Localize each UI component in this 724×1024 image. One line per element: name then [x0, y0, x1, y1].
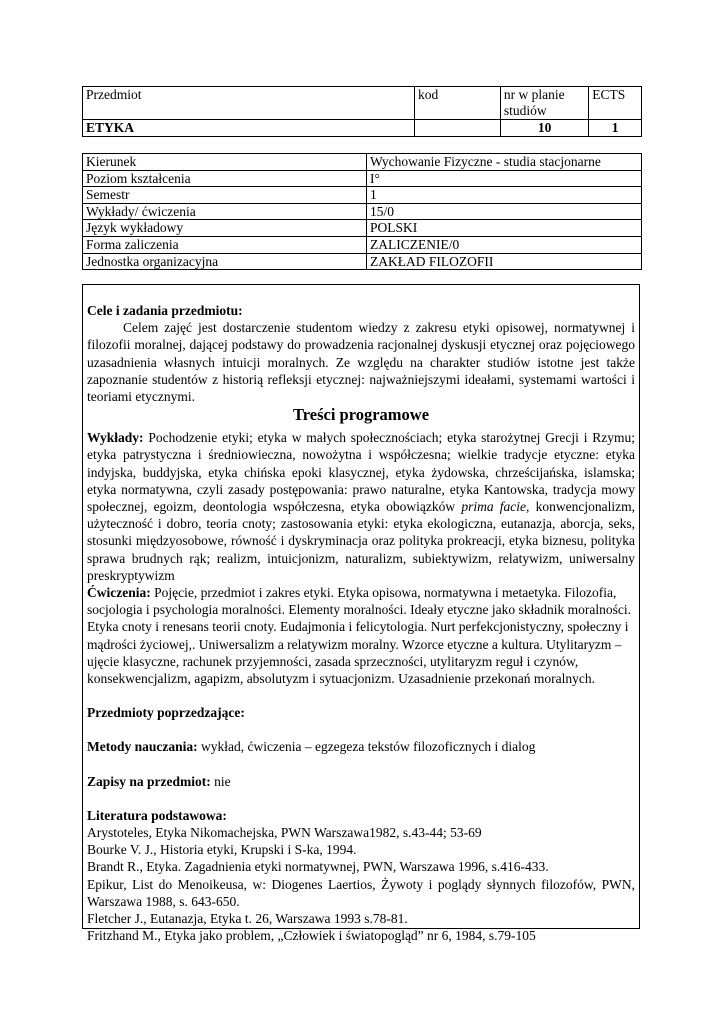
lectures-paragraph	[87, 429, 635, 584]
exercises-paragraph	[87, 584, 635, 687]
course-info-table	[82, 153, 642, 270]
info-label: Forma zaliczenia	[83, 236, 367, 253]
info-row	[83, 220, 642, 237]
plan-number-header-line1: nr w planie	[503, 87, 565, 102]
literature-heading: Literatura podstawowa:	[87, 807, 227, 823]
literature-item: Fletcher J., Eutanazja, Etyka t. 26, Warszawa 1993 s.78-81.	[87, 911, 408, 927]
literature-item: Brandt R., Etyka. Zagadnienia etyki normatywnej, PWN, Warszawa 1996, s.416-433.	[87, 859, 549, 875]
prerequisites-label: Przedmioty poprzedzające:	[87, 705, 245, 721]
info-value: POLSKI	[367, 220, 642, 237]
info-row	[83, 253, 642, 270]
literature-item: Arystoteles, Etyka Nikomachejska, PWN Warszawa1982, s.43-44; 53-69	[87, 825, 482, 841]
methods-paragraph	[87, 738, 635, 755]
exercises-text: Pojęcie, przedmiot i zakres etyki. Etyka opisowa, normatywna i metaetyka. Filozofia, socjologia i psychologia moralności. Elementy moralności. Ideały etyczne jako składnik moralności. Etyka cnoty i renesans teorii cnoty. Eudajmonia i felicytologia. Nurt perfekcjonistyczny, społeczny i mądrości życiowej,. Uniwersalizm a relatywizm moralny. Wzorce etyczne a kultura. Utylitaryzm – ujęcie klasyczne, rachunek przyjemności, zasada sprzeczności, utylitaryzm reguł i czynów, konsekwencjalizm, agapizm, absolutyzm i sytuacjonizm. Uzasadnienie przekonań moralnych.	[87, 585, 631, 687]
subject-header-label: Przedmiot	[83, 87, 415, 120]
plan-number-header-label	[500, 87, 588, 120]
info-row	[83, 170, 642, 187]
info-label: Jednostka organizacyjna	[83, 253, 367, 270]
exercises-label: Ćwiczenia:	[87, 585, 151, 601]
lectures-text-continued: konwencjonalizm, użyteczność i dobro, teoria cnoty; zastosowania etyki: etyka ekologiczna, eutanazja, aborcja, seks, stosunki międzyosobowe, równość i dyskryminacja oraz polityka prokreacji, etyka biznesu, polityka sprawa brudnych rąk; realizm, intuicjonizm, naturalizm, subiektywizm, relatywizm, uniwersalny preskryptywizm	[87, 499, 635, 583]
code-header-label: kod	[415, 87, 501, 120]
info-value: ZAKŁAD FILOZOFII	[367, 253, 642, 270]
plan-number-header-line2: studiów	[503, 103, 547, 118]
lectures-italic-term: prima facie,	[461, 499, 530, 515]
info-value: 15/0	[367, 203, 642, 220]
ects-header-label: ECTS	[589, 87, 642, 120]
subject-header-table	[82, 86, 642, 137]
lectures-label: Wykłady:	[87, 430, 144, 446]
subject-name: ETYKA	[83, 120, 415, 137]
subject-code	[415, 120, 501, 137]
info-label: Wykłady/ ćwiczenia	[83, 203, 367, 220]
methods-label: Metody nauczania:	[87, 739, 198, 755]
plan-number: 10	[500, 120, 588, 137]
lectures-text: Pochodzenie etyki; etyka w małych społecznościach; etyka starożytnej Grecji i Rzymu; etyka patrystyczna i średniowieczna, nowożytna i współczesna; wielkie tradycje etyczne: etyka indyjska, buddyjska, etyka chińska epoki klasycznej, etyka żydowska, chrześcijańska, islamska; etyka normatywna, czyli zasady postępowania: prawo naturalne, etyka Kantowska, tradycja mowy społecznej, egoizm, deontologia współczesna, etyka obowiązków	[87, 430, 635, 515]
course-content-box	[82, 284, 640, 944]
enrollment-paragraph	[87, 773, 635, 790]
info-row	[83, 203, 642, 220]
goals-text: Celem zajęć jest dostarczenie studentom wiedzy z zakresu etyki opisowej, normatywnej i filozofii moralnej, dającej podstawy do prowadzenia racjonalnej dyskusji etycznej oraz pojęciowego uzasadnienia własnych intuicji moralnych. Ze względu na charakter studiów istotne jest także zapoznanie studentów z historią refleksji etycznej: najważniejszymi ideałami, systemami wartości i teoriami etycznymi.	[87, 320, 635, 405]
program-title: Treści programowe	[292, 405, 430, 425]
enrollment-text: nie	[210, 773, 231, 789]
enrollment-label: Zapisy na przedmiot:	[87, 773, 211, 789]
methods-text: wykład, ćwiczenia – egzegeza tekstów filozoficznych i dialog	[197, 739, 536, 755]
literature-item: Bourke V. J., Historia etyki, Krupski i S-ka, 1994.	[87, 842, 357, 858]
literature-item: Epikur, List do Menoikeusa, w: Diogenes Laertios, Żywoty i poglądy słynnych filozofów, PWN, Warszawa 1988, s. 643-650.	[87, 876, 635, 909]
info-value: ZALICZENIE/0	[367, 236, 642, 253]
info-value: Wychowanie Fizyczne - studia stacjonarne	[367, 154, 642, 171]
info-row	[83, 154, 642, 171]
info-label: Kierunek	[83, 154, 367, 171]
info-value: I°	[367, 170, 642, 187]
info-value: 1	[367, 187, 642, 204]
info-label: Poziom kształcenia	[83, 170, 367, 187]
info-row	[83, 236, 642, 253]
goals-heading: Cele i zadania przedmiotu:	[87, 303, 243, 318]
info-row	[83, 187, 642, 204]
ects-value: 1	[589, 120, 642, 137]
info-label: Semestr	[83, 187, 367, 204]
info-label: Język wykładowy	[83, 220, 367, 237]
literature-item: Fritzhand M., Etyka jako problem, „Człowiek i światopogląd” nr 6, 1984, s.79-105	[87, 928, 536, 944]
